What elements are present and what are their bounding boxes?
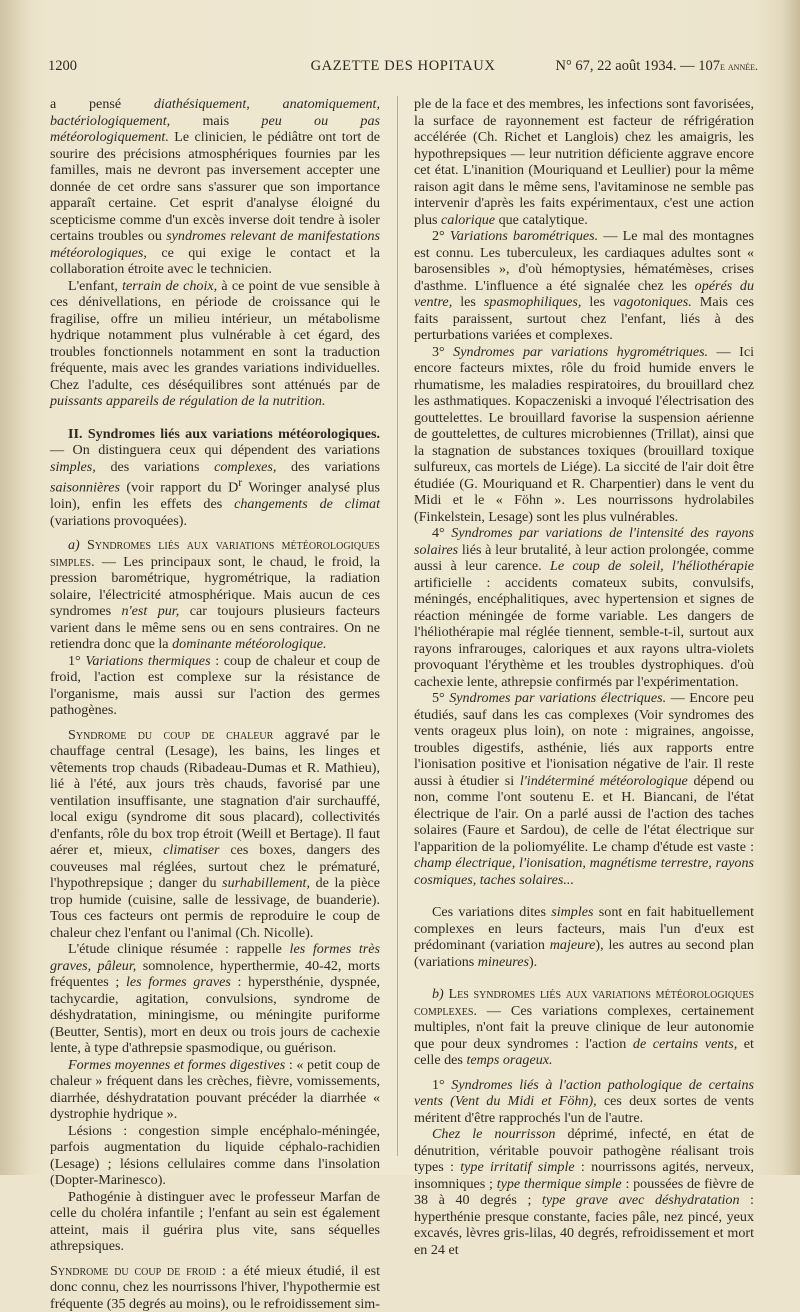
paragraph: Syndrome du coup de chaleur aggravé par le chauffage central (Lesage), les bains, les linges et vêtements trop chauds (Ribadeau-Dumas et R. Mathieu), lié à l'été, aux jours très chauds, favorisé par une ventilation insuffisante, une stagnation d'air surchauffé, local exigu (syndrome dit sous placard), collectivités d'enfants, rôle du box trop étroit (Weill et Bertage). Il faut aérer et, mieux, climatiser ces boxes, dangers des couveuses mal réglées, surtout chez le prématuré, l'hypothrepsique ; danger du surhabillement, de la pièce trop humide (cuisine, salle de lessivage, de buanderie). Tous ces facteurs ont permis de reproduire le coup de chaleur chez l'enfant ou l'animal (Ch. Nicolle).: [50, 726, 380, 941]
paragraph: 4° Syndromes par variations de l'intensité des rayons solaires liés à leur brutalité, à leur action prolongée, comme aussi à leur carence. Le coup de soleil, l'héliothérapie artificielle : accidents comateux subits, convulsifs, méningés, encéphalitiques, avec hypertension et signes de réaction méningée de forme variable. Les dangers de l'héliothérapie mal réglée tiennent, semble-t-il, surtout aux rayons infrarouges, caloriques et aux rayons ultra-violets provoquant l'érythème et les troubles dystrophiques. d'où cachexie lente, athrepsie confirmés par l'expérimentation.: [414, 525, 754, 690]
section-heading: II. Syndromes liés aux variations météorologiques. — On distinguera ceux qui dépendent des variations simples, des variations complexes, des variations saisonnières (voir rapport du $D^r$ Woringer analysé plus loin), enfin les effets des changements de climat (variations provoquées).: [50, 425, 380, 529]
paragraph: 1° Syndromes liés à l'action pathologique de certains vents (Vent du Midi et Föhn), ces deux sortes de vents méritent d'être rapprochés l'un de l'autre.: [414, 1076, 754, 1126]
paragraph: L'étude clinique résumée : rappelle les formes très graves, pâleur, somnolence, hyperthermie, 40-42, morts fréquentes ; les formes graves : hypersthénie, dyspnée, tachycardie, agitation, convulsions, syndrome de déshydratation, miningisme, ou méningite puriforme (Beutter, Sentis), mort en deux ou trois jours de cachexie lente, à type d'athrepsie spasmodique, ou guérison.: [50, 941, 380, 1057]
paragraph: Pathogénie à distinguer avec le professeur Marfan de celle du choléra infantile ; l'enfant au sein est également atteint, mais il guérira plus vite, sans séquelles athrepsiques.: [50, 1188, 380, 1255]
page-edge-shadow: [782, 0, 800, 1175]
paragraph: Lésions : congestion simple encéphalo-méningée, parfois augmentation du liquide céphalo-rachidien (Lesage) ; lésions cellulaires comme dans l'insolation (Dopter-Marinesco).: [50, 1122, 380, 1189]
paragraph: L'enfant, terrain de choix, à ce point de vue sensible à ces dénivellations, en période de croissance qui le fragilise, offre un milieu intérieur, un métabolisme hydrique notamment plus vulnérable à cet égard, des troubles fonctionnels notamment en sont la traduction fréquente, mais avec les grandes variations individuelles. Chez l'adulte, ces déséquilibres sont atténués par de puissants appareils de régulation de la nutrition.: [50, 277, 380, 409]
running-header: [48, 58, 758, 80]
paragraph: 2° Variations barométriques. — Le mal des montagnes est connu. Les tuberculeux, les cardiaques adultes sont « barosensibles », d'où hémoptysies, hématémèses, crises d'asthme. L'influence a été signalée chez les opérés du ventre, les spasmophiliques, les vagotoniques. Mais ces faits paraissent, surtout chez l'enfant, liés à des perturbations variées et complexes.: [414, 228, 754, 343]
paragraph: 1° Variations thermiques : coup de chaleur et coup de froid, l'action est complexe sur la résistance de l'organisme, mais aussi sur l'action des germes pathogènes.: [50, 652, 380, 719]
paragraph: Syndrome du coup de froid : a été mieux étudié, il est donc connu, chez les nourrissons l'hiver, l'hypothermie est fréquente (35 degrés au moins), ou le refroidissement sim-: [50, 1262, 380, 1312]
right-column: [414, 96, 755, 1258]
paragraph: 3° Syndromes par variations hygrométriques. — Ici encore facteurs mixtes, rôle du froid humide envers le rhumatisme, les maladies respiratoires, du brouillard chez les asthmatiques. Kopaczeniski a invoqué l'électrisation des gouttelettes. Le brouillard favorise la suspension aérienne de gouttelettes, de cultures microbiennes (Trillat), ainsi que la stagnation de substances toxiques (brouillard toxique sulfureux, cas mortels de Liége). La siccité de l'air doit être étudiée (G. Mouriquand et R. Charpentier) dans le vent du Midi et le « Föhn ». Les nourrissons hydrolabiles (Finkelstein, Lesage) sont les plus vulnérables.: [414, 343, 754, 525]
subsection-paragraph: b) Les syndromes liés aux variations météorologiques complexes. — Ces variations complexes, certainement multiples, n'ont fait la preuve clinique de leur autonomie que pour deux syndromes : l'action de certains vents, et celle des temps orageux.: [414, 986, 755, 1068]
page-number: 1200: [48, 58, 77, 74]
page-spine-shadow: [0, 0, 30, 1175]
paragraph: Formes moyennes et formes digestives : « petit coup de chaleur » fréquent dans les crèches, fièvre, vomissements, diarrhée, déshydratation pouvant précéder la diarrhée « dystrophie hydrique ».: [50, 1056, 381, 1123]
left-column: [50, 96, 381, 1312]
paragraph: 5° Syndromes par variations électriques. — Encore peu étudiés, sauf dans les cas complexes (Voir syndromes des vents orageux plus loin), on note : migraines, angoisse, troubles digestifs, asthénie, liés aux rapports entre l'ionisation positive et l'ionisation négative de l'air. Il reste aussi à étudier si l'indéterminé météorologique dépend ou non, comme l'ont soutenu E. et H. Biancani, de l'état électrique de l'air. On a parlé aussi de l'action des taches solaires (Faure et Sardou), de celle de l'état électrique sur l'apparition de la poliomyélite. Le champ d'étude est vaste : champ électrique, l'ionisation, magnétisme terrestre, rayons cosmiques, taches solaires...: [414, 690, 754, 888]
issue-info: N° 67, 22 août 1934. — 107e année.: [555, 58, 758, 74]
paragraph: a pensé diathésiquement, anatomiquement, bactériologiquement, mais peu ou pas météorologiquement. Le clinicien, le pédiâtre ont tort de sourire des précisions atmosphériques fournies par les familles, mais ne devront pas inversement accepter une donnée de cet ordre sans s'assurer que son importance apparaît certaine. Cet esprit d'analyse éloigné du scepticisme comme d'un excès inverse doit tendre à isoler certains troubles ou syndromes relevant de manifestations météorologiques, ce qui exige le contact et la collaboration étroite avec le technicien.: [50, 96, 380, 277]
paragraph: Chez le nourrisson déprimé, infecté, en état de dénutrition, véritable pouvoir pathogène réalisant trois types : type irritatif simple : nourrissons agités, nerveux, insomniques ; type thermique simple : poussées de fièvre de 38 à 40 degrés ; type grave avec déshydratation : hyperthénie presque constante, facies pâle, nez pincé, yeux excavés, lèvres gris-lilas, 40 degrés, refroidissement et mort en 24 et: [414, 1126, 754, 1258]
subsection-paragraph: a) Syndromes liés aux variations météorologiques simples. — Les principaux sont, le chaud, le froid, la pression barométrique, hygrométrique, la radiation solaire, l'électricité atmosphérique. Mais aucun de ces syndromes n'est pur, car toujours plusieurs facteurs varient dans le même sens ou en sens contraires. On ne retiendra donc que la dominante météorologique.: [50, 537, 380, 653]
journal-title: GAZETTE DES HOPITAUX: [310, 58, 496, 74]
paragraph: Ces variations dites simples sont en fait habituellement complexes en leurs facteurs, mais l'un d'eux est prédominant (variation majeure), les autres au second plan (variations mineures).: [414, 904, 755, 970]
column-divider: [397, 96, 398, 1156]
paragraph: ple de la face et des membres, les infections sont favorisées, la surface de rayonnement est facteur de réfrigération accélérée (Ch. Richet et Langlois) chez les amaigris, les hypothrepsiques — leur nutrition déficiente aggrave encore cet état. L'inanition (Mouriquand et Leullier) pour la même raison agit dans le même sens, l'avitaminose ne semble pas intervenir d'après les faits expérimentaux, c'est une action plus calorique que catalytique.: [414, 96, 754, 228]
